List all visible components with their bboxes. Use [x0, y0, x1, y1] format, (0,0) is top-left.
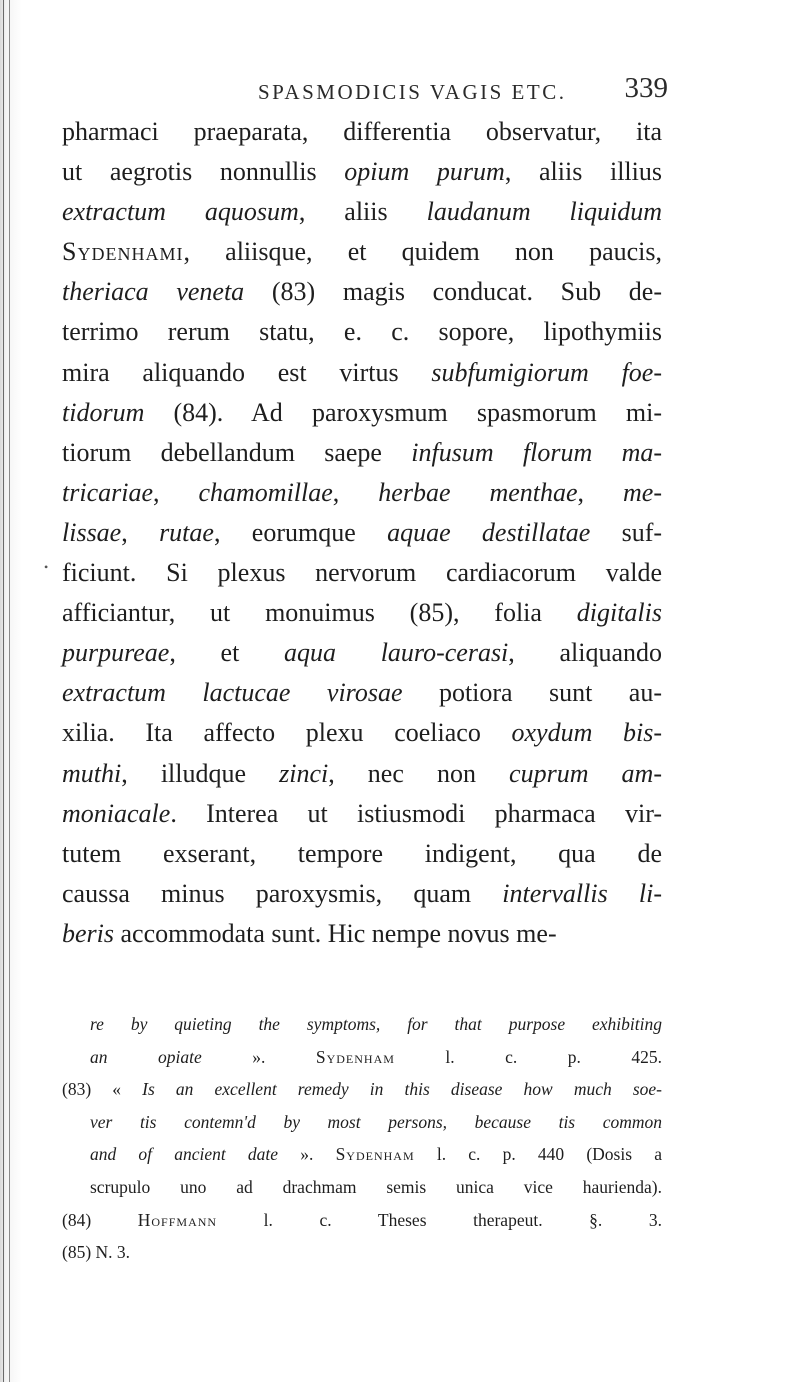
text-line [62, 914, 662, 954]
text-segment: Sydenhami [62, 237, 184, 267]
footnotes-block [62, 1008, 662, 1269]
text-segment: subfumigiorum foe- [431, 357, 662, 387]
footnote-line [62, 1073, 662, 1106]
text-segment: , [577, 477, 624, 507]
text-segment: suf- [590, 517, 663, 547]
text-segment: , et [169, 638, 285, 668]
text-line [62, 513, 662, 553]
text-segment: ficiunt. Si plexus nervorum cardiacorum valde [62, 558, 662, 588]
text-line [62, 633, 662, 673]
text-segment: opium purum [344, 157, 505, 187]
footnote-segment: ». [278, 1144, 336, 1165]
text-segment: zinci [279, 758, 329, 788]
text-line [62, 834, 662, 874]
text-segment: infusum florum ma- [411, 437, 663, 467]
text-segment: , nec non [328, 758, 510, 788]
text-segment: extractum lactucae virosae [62, 678, 403, 708]
text-segment: accommodata sunt. Hic nempe novus me- [114, 918, 557, 948]
footnote-segment: re by quieting the symptoms, for that purpose exhibiting [90, 1014, 662, 1034]
footnote-line [62, 1041, 662, 1074]
footnote-segment: (83) « [62, 1079, 143, 1100]
text-line [62, 152, 662, 192]
page-header [258, 72, 678, 112]
text-segment: , [332, 477, 379, 507]
text-segment: caussa minus paroxysmis, quam [62, 878, 503, 908]
footnote-segment: l. c. Theses therapeut. §. 3. [217, 1209, 663, 1230]
text-segment: extractum aquosum [62, 197, 299, 227]
text-line [62, 353, 662, 393]
text-segment: laudanum liquidum [426, 197, 663, 227]
text-segment: tricariae [62, 477, 153, 507]
footnote-segment: (85) N. 3. [62, 1242, 131, 1263]
text-segment: pharmaci praeparata, differentia observatur, ita [62, 117, 662, 146]
text-segment: theriaca veneta [62, 277, 245, 307]
text-line [62, 754, 662, 794]
text-segment: aqua lauro-cerasi [284, 638, 509, 668]
text-segment: intervallis li- [502, 878, 662, 908]
text-segment: herbae menthae [378, 477, 578, 507]
text-segment: oxydum bis- [511, 718, 662, 748]
text-segment: potiora sunt au- [402, 678, 663, 708]
text-segment: aquae destillatae [387, 517, 591, 547]
text-segment: , aliis [298, 197, 427, 227]
text-segment: cuprum am- [509, 758, 662, 788]
text-segment: , [121, 517, 160, 547]
text-segment: , aliquando [508, 638, 663, 668]
text-segment: beris [62, 918, 114, 948]
footnote-segment: and of ancient date [90, 1144, 279, 1165]
text-segment: chamomillae [198, 477, 333, 507]
text-segment: moniacale [62, 798, 171, 828]
text-line [62, 593, 662, 633]
text-segment: (83) magis conducat. Sub de- [244, 277, 662, 307]
footnote-segment: Is an excellent remedy in this disease how much soe- [142, 1079, 662, 1100]
text-segment: terrimo rerum statu, e. c. sopore, lipothymiis [62, 317, 662, 347]
text-segment: afficiantur, ut monuimus (85), folia [62, 598, 577, 628]
text-segment: , aliis illius [504, 157, 662, 187]
text-line [62, 673, 662, 713]
text-segment: xilia. Ita affecto plexu coeliaco [62, 718, 512, 748]
text-segment: , aliisque, et quidem non paucis, [183, 237, 662, 267]
text-segment: tiorum debellandum saepe [62, 437, 412, 467]
footnote-segment: Sydenham [315, 1046, 395, 1067]
text-segment: muthi [62, 758, 122, 788]
page-edge-line [9, 0, 10, 1382]
text-segment: mira aliquando est virtus [62, 357, 432, 387]
text-segment: . Interea ut istiusmodi pharmaca vir- [170, 798, 662, 828]
main-text-block [62, 112, 662, 954]
page-number: 339 [624, 72, 668, 104]
text-segment: ut aegrotis nonnullis [62, 157, 345, 187]
footnote-line [62, 1236, 662, 1269]
text-line [62, 232, 662, 272]
footnote-segment: ». [201, 1046, 316, 1067]
text-segment: tutem exserant, tempore indigent, qua de [62, 838, 662, 868]
footnote-segment: an opiate [90, 1046, 202, 1067]
text-segment: purpureae [62, 638, 170, 668]
footnote-line [62, 1204, 662, 1237]
footnote-line [62, 1106, 662, 1139]
text-segment: me- [623, 477, 663, 507]
text-line [62, 272, 662, 312]
text-segment: , [153, 477, 199, 507]
text-segment: (84). Ad paroxysmum spasmorum mi- [144, 397, 662, 427]
footnote-line [62, 1138, 662, 1171]
footnote-line [62, 1171, 662, 1204]
text-segment: , illudque [121, 758, 280, 788]
footnote-segment: (84) [62, 1209, 138, 1230]
text-line [62, 794, 662, 834]
running-head: SPASMODICIS VAGIS ETC. [258, 80, 567, 104]
text-segment: digitalis [576, 598, 662, 628]
text-line [62, 312, 662, 352]
footnote-segment: Sydenham [335, 1144, 415, 1165]
text-line [62, 192, 662, 232]
text-segment: rutae [159, 517, 214, 547]
text-line [62, 553, 662, 593]
margin-mark: • [44, 560, 49, 574]
text-line [62, 713, 662, 753]
text-segment: lissae [62, 517, 122, 547]
footnote-segment: Hoffmann [137, 1209, 218, 1230]
text-segment: tidorum [62, 397, 145, 427]
footnote-segment: l. c. p. 425. [394, 1046, 662, 1067]
footnote-segment: scrupulo uno ad drachmam semis unica vice haurienda). [90, 1176, 662, 1197]
text-line [62, 874, 662, 914]
text-line [62, 433, 662, 473]
footnote-line [62, 1008, 662, 1041]
page-edge-line [3, 0, 4, 1382]
text-line [62, 393, 662, 433]
text-line [62, 473, 662, 513]
footnote-segment: ver tis contemn'd by most persons, because tis common [90, 1111, 662, 1132]
footnote-segment: l. c. p. 440 (Dosis a [414, 1144, 662, 1165]
text-segment: , eorumque [213, 517, 388, 547]
text-line [62, 112, 662, 152]
